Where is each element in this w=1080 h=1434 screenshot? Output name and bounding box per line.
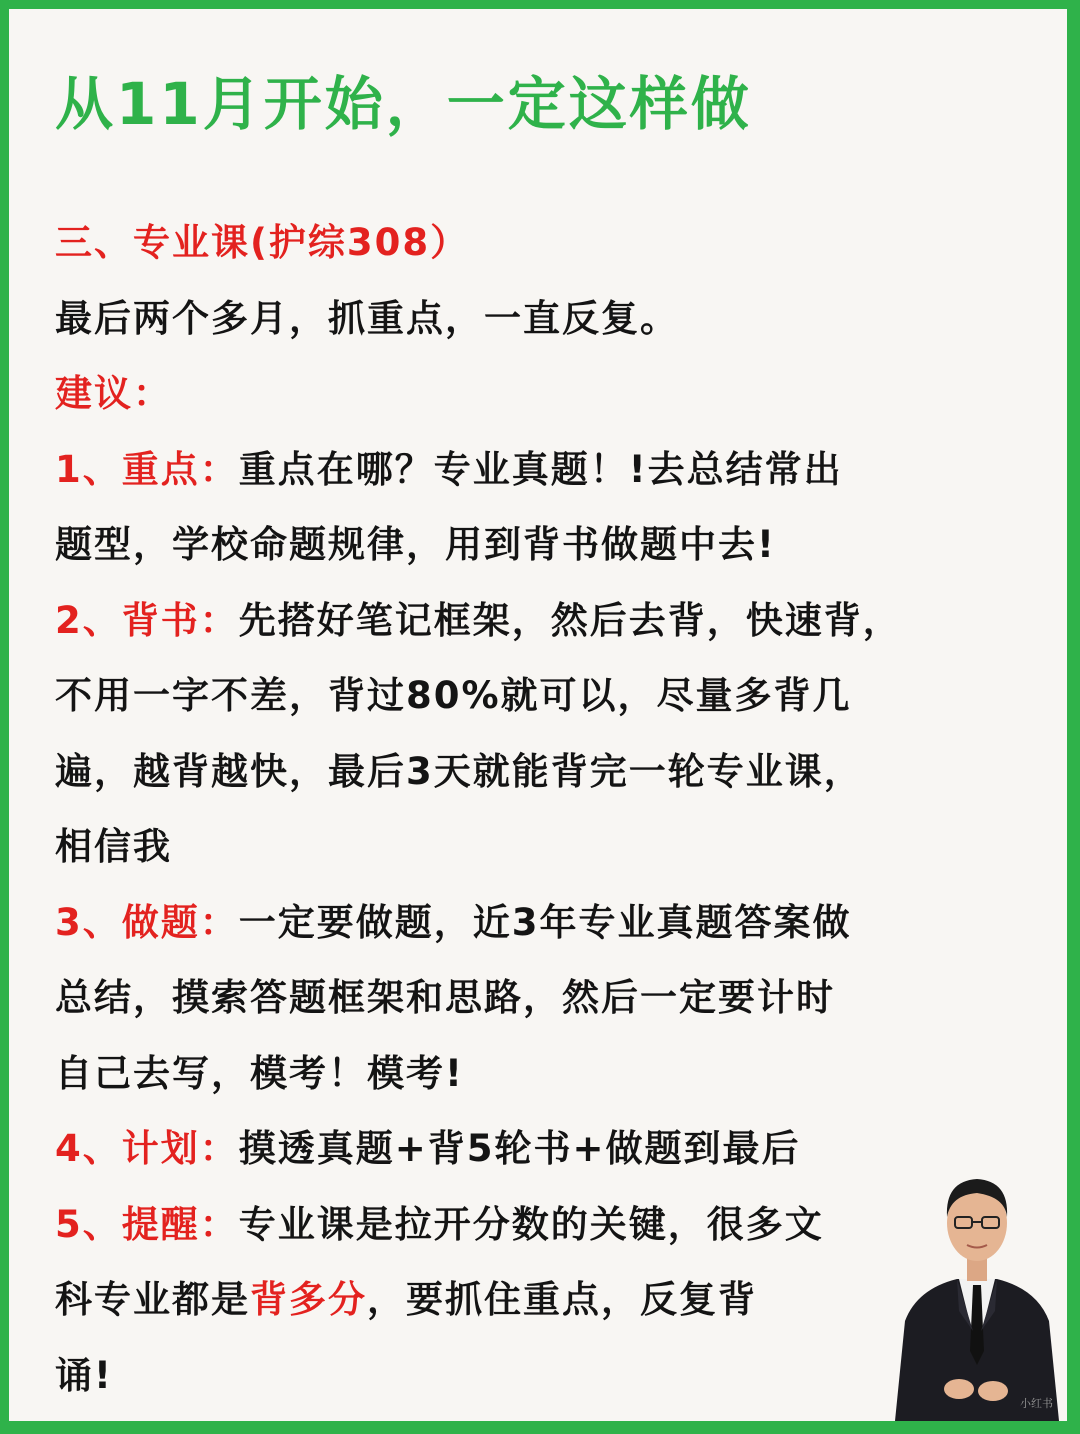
item-text-line: 总结，摸索答题框架和思路，然后一定要计时 [55, 976, 835, 1019]
advice-label: 建议： [55, 372, 172, 415]
list-item [55, 583, 1055, 659]
item-label: 4、计划： [55, 1127, 239, 1170]
highlight-text: 背多分 [250, 1278, 367, 1321]
list-item [55, 885, 1055, 961]
item-text-line: 遍，越背越快，最后3天就能背完一轮专业课， [55, 749, 863, 793]
post-card [9, 9, 1067, 1421]
item-text: 重点在哪？专业真题！!去总结常出 [238, 447, 843, 491]
item-text-line: 不用一字不差，背过80%就可以，尽量多背几 [55, 674, 852, 717]
item-label: 3、做题： [55, 900, 239, 944]
item-text-line: 诵! [55, 1353, 113, 1397]
item-label: 5、提醒： [55, 1202, 239, 1246]
list-item [55, 432, 1055, 508]
item-text-pre: 科专业都是 [55, 1278, 250, 1321]
watermark: 小红书 [1020, 1397, 1053, 1410]
item-label: 1、重点： [55, 447, 239, 491]
item-text-line: 相信我 [55, 825, 172, 868]
item-text-line: 题型，学校命题规律，用到背书做题中去! [55, 523, 776, 566]
section-heading: 三、专业课(护综308） [55, 221, 470, 264]
item-text-post: ，要抓住重点，反复背 [367, 1278, 757, 1321]
item-text: 专业课是拉开分数的关键，很多文 [238, 1202, 824, 1246]
page-title: 从11月开始，一定这样做 [55, 70, 752, 138]
item-text: 一定要做题，近3年专业真题答案做 [238, 900, 852, 944]
item-label: 2、背书： [55, 598, 239, 642]
item-text: 摸透真题+背5轮书+做题到最后 [238, 1127, 801, 1170]
item-text: 先搭好笔记框架，然后去背，快速背， [238, 598, 902, 642]
presenter-image [887, 1151, 1067, 1421]
item-text-line: 自己去写，模考！模考! [55, 1051, 464, 1095]
intro-text: 最后两个多月，抓重点，一直反复。 [55, 296, 679, 340]
